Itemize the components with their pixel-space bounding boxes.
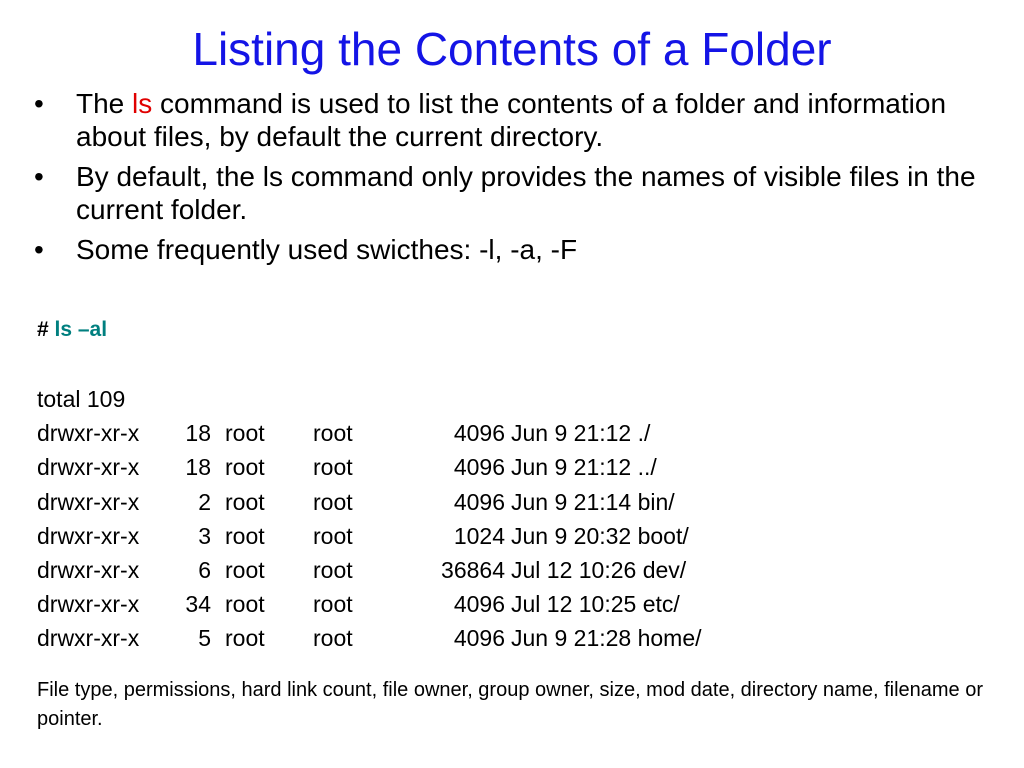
row-group: root xyxy=(313,488,353,515)
row-size: 4096 xyxy=(453,488,505,515)
row-group: root xyxy=(313,454,353,481)
slide-title: Listing the Contents of a Folder xyxy=(192,23,832,75)
row-group: root xyxy=(313,556,353,583)
bullet-dot-icon: • xyxy=(34,161,44,192)
bullet-item-ls-command xyxy=(34,87,994,153)
row-date-name: Jul 12 10:26 dev/ xyxy=(511,556,687,583)
row-size: 1024 xyxy=(453,522,505,549)
row-group: root xyxy=(313,522,353,549)
command-text: ls –al xyxy=(54,318,108,341)
row-owner: root xyxy=(225,420,265,447)
bullet-dot-icon: • xyxy=(34,234,44,265)
row-link-count: 6 xyxy=(198,556,211,583)
ls-keyword: ls xyxy=(132,88,153,119)
row-size: 4096 xyxy=(453,625,505,652)
row-owner: root xyxy=(225,488,265,515)
row-group: root xyxy=(313,591,353,618)
row-owner: root xyxy=(225,556,265,583)
row-link-count: 2 xyxy=(198,488,211,515)
bullet-item-switches xyxy=(34,233,994,266)
row-date-name: Jun 9 20:32 boot/ xyxy=(511,522,689,549)
command-line xyxy=(37,315,107,345)
listing-row xyxy=(37,553,687,587)
listing-row xyxy=(37,587,680,621)
row-owner: root xyxy=(225,522,265,549)
row-size: 36864 xyxy=(441,556,505,583)
bullet-text-before: The xyxy=(76,88,133,119)
row-permissions: drwxr-xr-x xyxy=(37,454,140,481)
row-link-count: 34 xyxy=(185,591,211,618)
command-prompt: # xyxy=(37,318,55,341)
row-link-count: 18 xyxy=(185,420,211,447)
row-permissions: drwxr-xr-x xyxy=(37,625,140,652)
row-date-name: Jul 12 10:25 etc/ xyxy=(511,591,680,618)
bullet-text: By default, the ls command only provides the names of visible files in the current folder. xyxy=(76,161,976,225)
row-date-name: Jun 9 21:12 ./ xyxy=(511,420,651,447)
row-permissions: drwxr-xr-x xyxy=(37,522,140,549)
row-link-count: 3 xyxy=(198,522,211,549)
bullet-dot-icon: • xyxy=(34,88,44,119)
row-permissions: drwxr-xr-x xyxy=(37,591,140,618)
row-group: root xyxy=(313,625,353,652)
bullet-item-default-behavior xyxy=(34,160,994,226)
row-size: 4096 xyxy=(453,420,505,447)
row-link-count: 5 xyxy=(198,625,211,652)
row-permissions: drwxr-xr-x xyxy=(37,556,140,583)
row-size: 4096 xyxy=(453,591,505,618)
row-permissions: drwxr-xr-x xyxy=(37,420,140,447)
listing-row xyxy=(37,519,689,553)
row-owner: root xyxy=(225,454,265,481)
row-link-count: 18 xyxy=(185,454,211,481)
row-size: 4096 xyxy=(453,454,505,481)
row-date-name: Jun 9 21:28 home/ xyxy=(511,625,702,652)
row-permissions: drwxr-xr-x xyxy=(37,488,140,515)
row-date-name: Jun 9 21:12 ../ xyxy=(511,454,657,481)
row-owner: root xyxy=(225,591,265,618)
listing-row xyxy=(37,450,657,484)
directory-listing xyxy=(37,382,702,656)
listing-row xyxy=(37,485,675,519)
row-owner: root xyxy=(225,625,265,652)
row-date-name: Jun 9 21:14 bin/ xyxy=(511,488,675,515)
bullet-text-after: command is used to list the contents of a folder and information about files, by default the current directory. xyxy=(76,88,947,152)
row-group: root xyxy=(313,420,353,447)
bullet-list xyxy=(34,87,994,273)
bullet-text: Some frequently used swicthes: -l, -a, -F xyxy=(76,234,578,265)
footer-note: File type, permissions, hard link count, file owner, group owner, size, mod date, directory name, filename or pointer. xyxy=(37,679,984,730)
listing-row xyxy=(37,416,651,450)
listing-total: total 109 xyxy=(37,386,126,412)
listing-row xyxy=(37,621,702,655)
